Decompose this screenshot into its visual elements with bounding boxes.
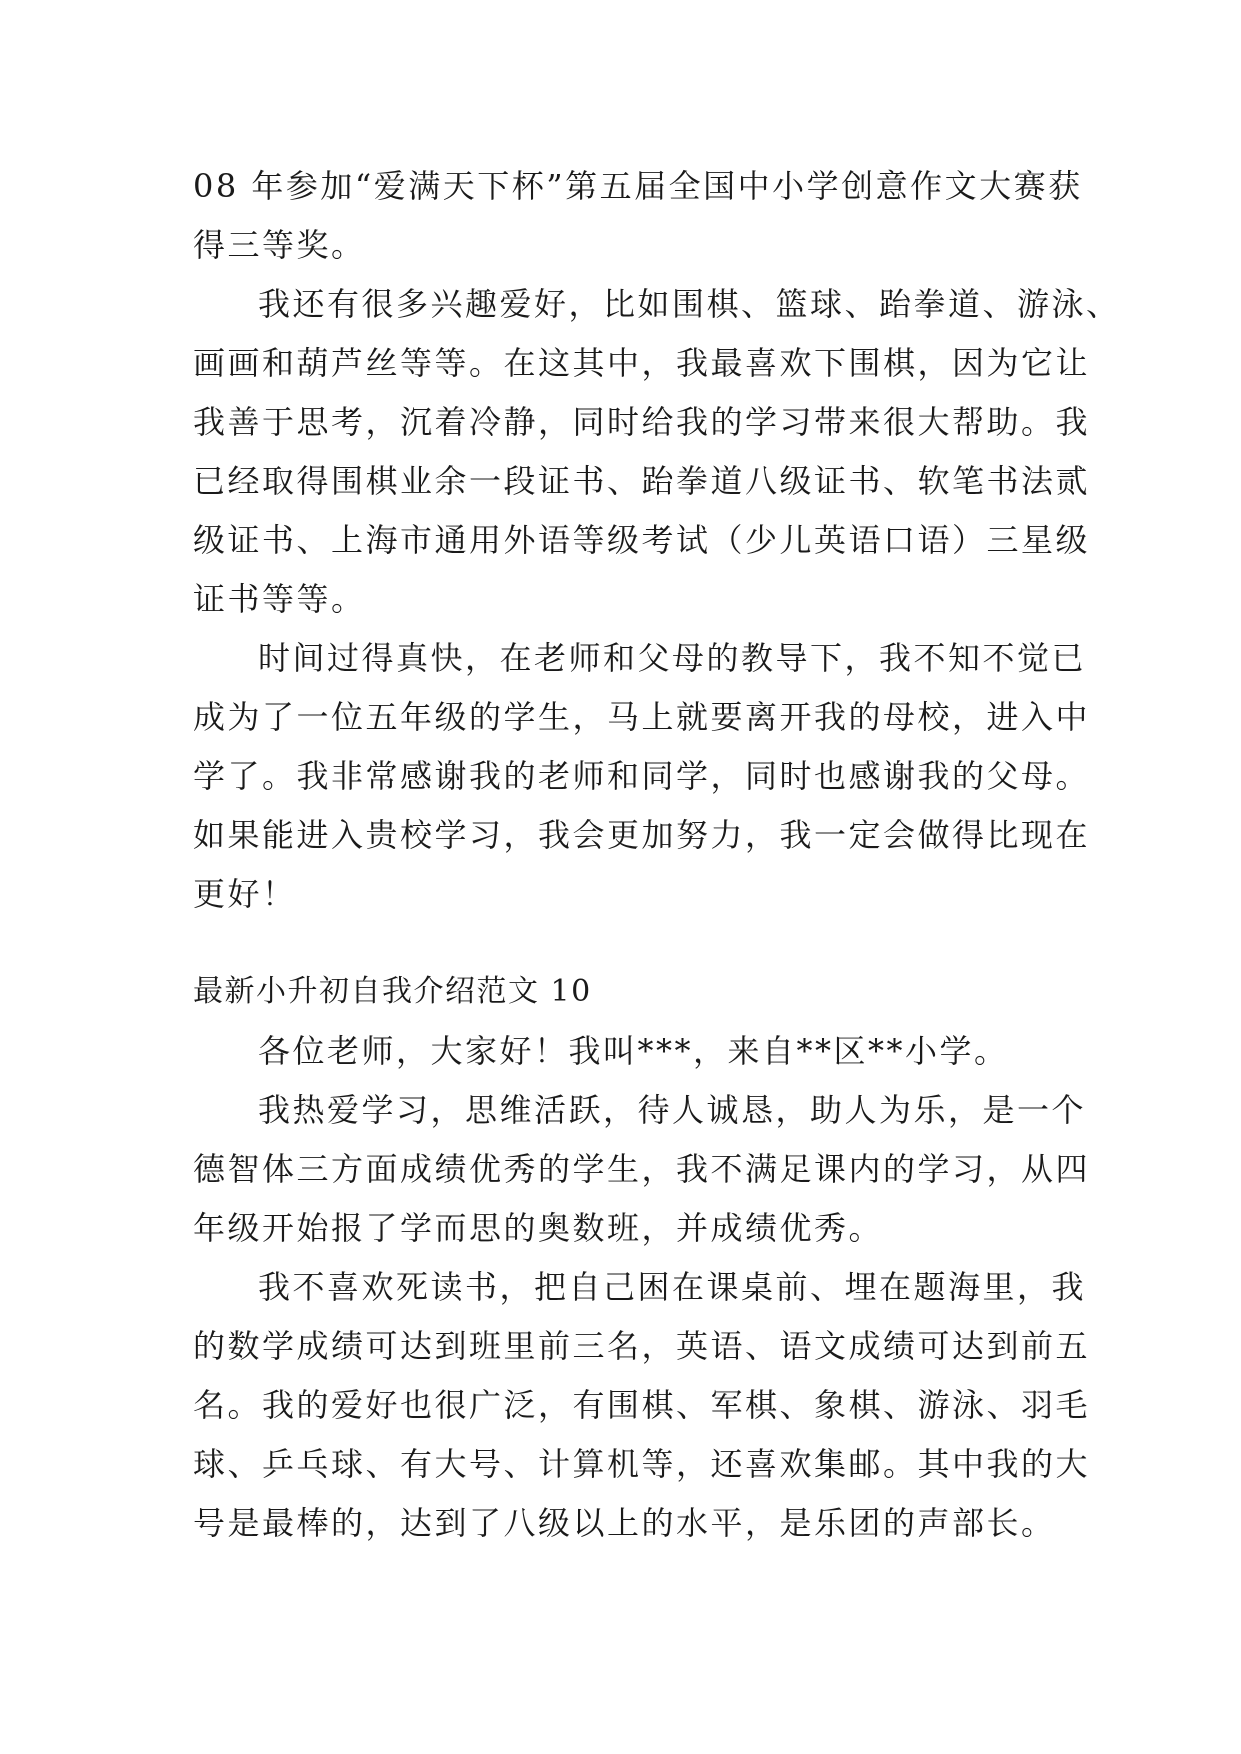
paragraph-line: 我不喜欢死读书，把自己困在课桌前、埋在题海里，我 <box>258 1268 1087 1306</box>
paragraph-line: 级证书、上海市通用外语等级考试（少儿英语口语）三星级 <box>193 521 1091 559</box>
paragraph-line: 各位老师，大家好！我叫***，来自**区**小学。 <box>258 1032 1009 1070</box>
paragraph-line: 号是最棒的，达到了八级以上的水平，是乐团的声部长。 <box>193 1504 1056 1542</box>
paragraph-line: 证书等等。 <box>193 580 366 618</box>
paragraph-line: 时间过得真快，在老师和父母的教导下，我不知不觉已 <box>258 639 1087 677</box>
paragraph-line: 我还有很多兴趣爱好，比如围棋、篮球、跆拳道、游泳、 <box>258 285 1121 323</box>
paragraph-line: 年级开始报了学而思的奥数班，并成绩优秀。 <box>193 1209 884 1247</box>
paragraph-line: 的数学成绩可达到班里前三名，英语、语文成绩可达到前五 <box>193 1327 1091 1365</box>
paragraph-line: 如果能进入贵校学习，我会更加努力，我一定会做得比现在 <box>193 816 1091 854</box>
paragraph-line: 成为了一位五年级的学生，马上就要离开我的母校，进入中 <box>193 698 1091 736</box>
paragraph-line: 德智体三方面成绩优秀的学生，我不满足课内的学习，从四 <box>193 1150 1091 1188</box>
paragraph-line: 08 年参加“爱满天下杯”第五届全国中小学创意作文大赛获 <box>193 167 1083 205</box>
section-heading: 最新小升初自我介绍范文 10 <box>193 974 592 1009</box>
paragraph-line: 已经取得围棋业余一段证书、跆拳道八级证书、软笔书法贰 <box>193 462 1091 500</box>
paragraph-line: 得三等奖。 <box>193 226 366 264</box>
paragraph-line: 我善于思考，沉着冷静，同时给我的学习带来很大帮助。我 <box>193 403 1091 441</box>
paragraph-line: 更好！ <box>193 875 297 913</box>
paragraph-line: 学了。我非常感谢我的老师和同学，同时也感谢我的父母。 <box>193 757 1091 795</box>
paragraph-line: 名。我的爱好也很广泛，有围棋、军棋、象棋、游泳、羽毛 <box>193 1386 1091 1424</box>
paragraph-line: 我热爱学习，思维活跃，待人诚恳，助人为乐，是一个 <box>258 1091 1087 1129</box>
paragraph-line: 球、乒乓球、有大号、计算机等，还喜欢集邮。其中我的大 <box>193 1445 1091 1483</box>
paragraph-line: 画画和葫芦丝等等。在这其中，我最喜欢下围棋，因为它让 <box>193 344 1091 382</box>
